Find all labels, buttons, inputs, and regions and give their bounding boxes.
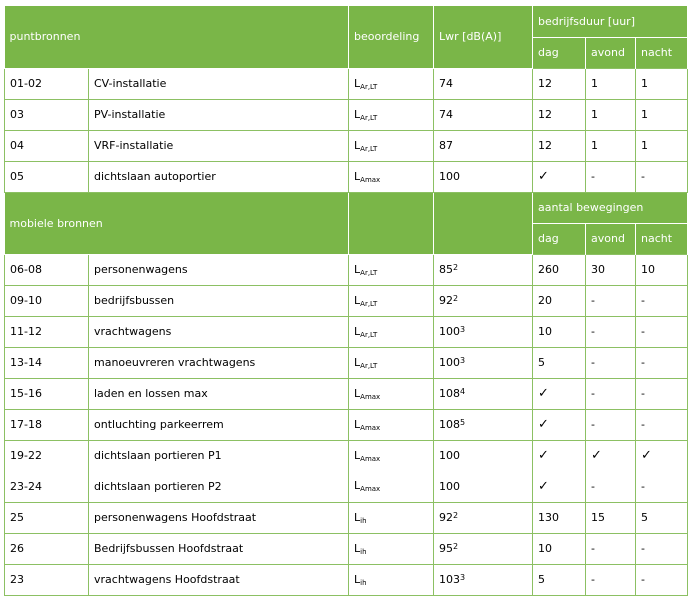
source-name: vrachtwagens	[89, 316, 349, 347]
source-id: 26	[5, 533, 89, 564]
lwr-cell	[434, 130, 533, 161]
lwr-value: 108	[439, 387, 461, 400]
beoordeling-cell	[349, 409, 434, 440]
source-id: 15-16	[5, 378, 89, 409]
lwr-cell	[434, 285, 533, 316]
avond-cell: ✓	[586, 440, 636, 471]
source-name: dichtslaan portieren P1	[89, 440, 349, 471]
beoordeling-subscript: Ar,LT	[360, 82, 378, 91]
avond-cell: -	[586, 161, 636, 192]
table-row	[5, 564, 688, 595]
dag-cell: 5	[533, 347, 586, 378]
beoordeling-cell	[349, 254, 434, 285]
lwr-cell	[434, 471, 533, 502]
beoordeling-symbol	[354, 449, 380, 462]
source-id: 11-12	[5, 316, 89, 347]
beoordeling-symbol	[354, 139, 377, 152]
beoordeling-subscript: Amax	[360, 485, 381, 494]
beoordeling-letter: L	[354, 448, 361, 462]
lwr-cell	[434, 99, 533, 130]
table-row	[5, 254, 688, 285]
lwr-footnote: 4	[460, 387, 466, 396]
dag-cell: ✓	[533, 471, 586, 502]
source-name: VRF-installatie	[89, 130, 349, 161]
avond-cell: -	[586, 564, 636, 595]
lwr-cell	[434, 68, 533, 99]
source-id: 25	[5, 502, 89, 533]
lwr-cell	[434, 378, 533, 409]
nacht-cell: -	[636, 471, 688, 502]
table-row	[5, 285, 688, 316]
beoordeling-subscript: Ar,LT	[360, 330, 378, 339]
table-row	[5, 409, 688, 440]
beoordeling-symbol	[354, 542, 367, 555]
beoordeling-cell	[349, 285, 434, 316]
dag-cell: 12	[533, 68, 586, 99]
dag-cell: 5	[533, 564, 586, 595]
dag-cell: 10	[533, 533, 586, 564]
nacht-cell: -	[636, 409, 688, 440]
source-id: 09-10	[5, 285, 89, 316]
nacht-cell: -	[636, 533, 688, 564]
table-row	[5, 99, 688, 130]
dag-cell: 260	[533, 254, 586, 285]
header1-group-header: bedrijfsduur [uur]	[533, 6, 688, 37]
beoordeling-letter: L	[354, 169, 361, 183]
beoordeling-letter: L	[354, 572, 361, 586]
lwr-value: 100	[439, 170, 461, 183]
beoordeling-cell	[349, 316, 434, 347]
table-row	[5, 502, 688, 533]
beoordeling-header: beoordeling	[349, 6, 434, 68]
source-id: 13-14	[5, 347, 89, 378]
beoordeling-symbol	[354, 511, 367, 524]
beoordeling-symbol	[354, 356, 377, 369]
avond-header: avond	[586, 223, 636, 254]
lwr-value: 100	[439, 449, 461, 463]
source-name: PV-installatie	[89, 99, 349, 130]
header2-header-row	[5, 192, 688, 223]
lwr-value: 92	[439, 294, 454, 307]
beoordeling-symbol	[354, 387, 380, 400]
nacht-cell: -	[636, 378, 688, 409]
beoordeling-cell	[349, 161, 434, 192]
lwr-footnote: 2	[453, 294, 459, 303]
beoordeling-cell	[349, 347, 434, 378]
source-id: 01-02	[5, 68, 89, 99]
beoordeling-symbol	[354, 77, 377, 90]
beoordeling-letter: L	[354, 293, 361, 307]
beoordeling-cell	[349, 68, 434, 99]
beoordeling-letter: L	[354, 541, 361, 555]
dag-cell: 130	[533, 502, 586, 533]
beoordeling-symbol	[354, 108, 377, 121]
table-row	[5, 161, 688, 192]
beoordeling-cell	[349, 471, 434, 502]
lwr-value: 95	[439, 542, 454, 555]
beoordeling-symbol	[354, 170, 380, 183]
source-name: dichtslaan autoportier	[89, 161, 349, 192]
table-row	[5, 440, 688, 471]
lwr-cell	[434, 316, 533, 347]
beoordeling-cell	[349, 130, 434, 161]
avond-cell: 1	[586, 130, 636, 161]
lwr-footnote: 3	[460, 325, 466, 334]
avond-cell: -	[586, 316, 636, 347]
beoordeling-cell	[349, 533, 434, 564]
dag-cell: 10	[533, 316, 586, 347]
table-row	[5, 471, 688, 502]
source-name: personenwagens	[89, 254, 349, 285]
beoordeling-subscript: Amax	[360, 392, 381, 401]
lwr-value: 74	[439, 77, 454, 90]
lwr-value: 74	[439, 108, 454, 121]
beoordeling-letter: L	[354, 76, 361, 90]
beoordeling-symbol	[354, 479, 380, 492]
lwr-value: 92	[439, 511, 454, 524]
beoordeling-letter: L	[354, 262, 361, 276]
table-row	[5, 130, 688, 161]
avond-header: avond	[586, 37, 636, 68]
avond-cell: -	[586, 285, 636, 316]
header1-header-row	[5, 6, 688, 37]
source-id: 23	[5, 564, 89, 595]
lwr-cell	[434, 440, 533, 471]
lwr-header: Lwr [dB(A)]	[434, 6, 533, 68]
beoordeling-subscript: Ar,LT	[360, 113, 378, 122]
beoordeling-symbol	[354, 294, 377, 307]
beoordeling-header-2	[349, 192, 434, 254]
source-name: bedrijfsbussen	[89, 285, 349, 316]
dag-header: dag	[533, 37, 586, 68]
beoordeling-subscript: ih	[360, 547, 367, 556]
avond-cell: 30	[586, 254, 636, 285]
beoordeling-subscript: Ar,LT	[360, 268, 378, 277]
source-id: 06-08	[5, 254, 89, 285]
nacht-cell: 1	[636, 99, 688, 130]
lwr-value: 87	[439, 139, 454, 152]
source-table	[4, 6, 688, 596]
lwr-footnote: 3	[460, 356, 466, 365]
nacht-header: nacht	[636, 223, 688, 254]
lwr-cell	[434, 564, 533, 595]
nacht-cell: -	[636, 347, 688, 378]
nacht-header: nacht	[636, 37, 688, 68]
beoordeling-subscript: Amax	[360, 423, 381, 432]
puntbronnen-header: puntbronnen	[5, 6, 349, 68]
dag-cell: ✓	[533, 378, 586, 409]
beoordeling-letter: L	[354, 417, 361, 431]
table-row	[5, 533, 688, 564]
lwr-value: 100	[439, 325, 461, 338]
source-id: 03	[5, 99, 89, 130]
dag-cell: ✓	[533, 440, 586, 471]
lwr-value: 100	[439, 356, 461, 369]
lwr-cell	[434, 502, 533, 533]
lwr-value: 100	[439, 479, 461, 493]
lwr-footnote: 2	[453, 511, 459, 520]
source-name: personenwagens Hoofdstraat	[89, 502, 349, 533]
table-row	[5, 316, 688, 347]
source-name: vrachtwagens Hoofdstraat	[89, 564, 349, 595]
lwr-footnote: 5	[460, 418, 466, 427]
beoordeling-cell	[349, 378, 434, 409]
nacht-cell: 1	[636, 68, 688, 99]
beoordeling-letter: L	[354, 138, 361, 152]
source-id: 04	[5, 130, 89, 161]
lwr-value: 103	[439, 573, 461, 586]
dag-cell: ✓	[533, 161, 586, 192]
avond-cell: -	[586, 409, 636, 440]
beoordeling-letter: L	[354, 479, 361, 493]
beoordeling-subscript: ih	[360, 516, 367, 525]
beoordeling-symbol	[354, 418, 380, 431]
beoordeling-symbol	[354, 263, 377, 276]
beoordeling-letter: L	[354, 107, 361, 121]
nacht-cell: ✓	[636, 440, 688, 471]
source-name: dichtslaan portieren P2	[89, 471, 349, 502]
source-id: 17-18	[5, 409, 89, 440]
source-id: 23-24	[5, 471, 89, 502]
table-row	[5, 378, 688, 409]
beoordeling-subscript: Ar,LT	[360, 144, 378, 153]
lwr-header-2	[434, 192, 533, 254]
mobiele-header: mobiele bronnen	[5, 192, 349, 254]
dag-cell: ✓	[533, 409, 586, 440]
lwr-cell	[434, 254, 533, 285]
beoordeling-cell	[349, 502, 434, 533]
beoordeling-subscript: Ar,LT	[360, 299, 378, 308]
avond-cell: -	[586, 471, 636, 502]
beoordeling-letter: L	[354, 510, 361, 524]
table-row	[5, 68, 688, 99]
lwr-cell	[434, 533, 533, 564]
source-name: CV-installatie	[89, 68, 349, 99]
avond-cell: -	[586, 533, 636, 564]
dag-cell: 20	[533, 285, 586, 316]
beoordeling-cell	[349, 99, 434, 130]
avond-cell: 1	[586, 68, 636, 99]
beoordeling-cell	[349, 564, 434, 595]
lwr-cell	[434, 409, 533, 440]
source-name: ontluchting parkeerrem	[89, 409, 349, 440]
lwr-cell	[434, 161, 533, 192]
avond-cell: -	[586, 347, 636, 378]
source-name: manoeuvreren vrachtwagens	[89, 347, 349, 378]
beoordeling-cell	[349, 440, 434, 471]
nacht-cell: 5	[636, 502, 688, 533]
beoordeling-symbol	[354, 325, 377, 338]
lwr-cell	[434, 347, 533, 378]
lwr-value: 108	[439, 418, 461, 431]
avond-cell: 1	[586, 99, 636, 130]
beoordeling-symbol	[354, 573, 367, 586]
avond-cell: -	[586, 378, 636, 409]
source-id: 05	[5, 161, 89, 192]
header2-group-header: aantal bewegingen	[533, 192, 688, 223]
nacht-cell: -	[636, 285, 688, 316]
lwr-footnote: 2	[453, 542, 459, 551]
nacht-cell: -	[636, 564, 688, 595]
nacht-cell: 1	[636, 130, 688, 161]
beoordeling-letter: L	[354, 324, 361, 338]
dag-cell: 12	[533, 99, 586, 130]
beoordeling-subscript: Amax	[360, 454, 381, 463]
table-row	[5, 347, 688, 378]
nacht-cell: -	[636, 161, 688, 192]
lwr-value: 85	[439, 263, 454, 276]
source-name: laden en lossen max	[89, 378, 349, 409]
lwr-footnote: 3	[460, 573, 466, 582]
beoordeling-subscript: ih	[360, 578, 367, 587]
beoordeling-subscript: Amax	[360, 175, 381, 184]
nacht-cell: -	[636, 316, 688, 347]
source-name: Bedrijfsbussen Hoofdstraat	[89, 533, 349, 564]
beoordeling-subscript: Ar,LT	[360, 361, 378, 370]
lwr-footnote: 2	[453, 263, 459, 272]
dag-cell: 12	[533, 130, 586, 161]
nacht-cell: 10	[636, 254, 688, 285]
avond-cell: 15	[586, 502, 636, 533]
beoordeling-letter: L	[354, 386, 361, 400]
beoordeling-letter: L	[354, 355, 361, 369]
source-id: 19-22	[5, 440, 89, 471]
dag-header: dag	[533, 223, 586, 254]
